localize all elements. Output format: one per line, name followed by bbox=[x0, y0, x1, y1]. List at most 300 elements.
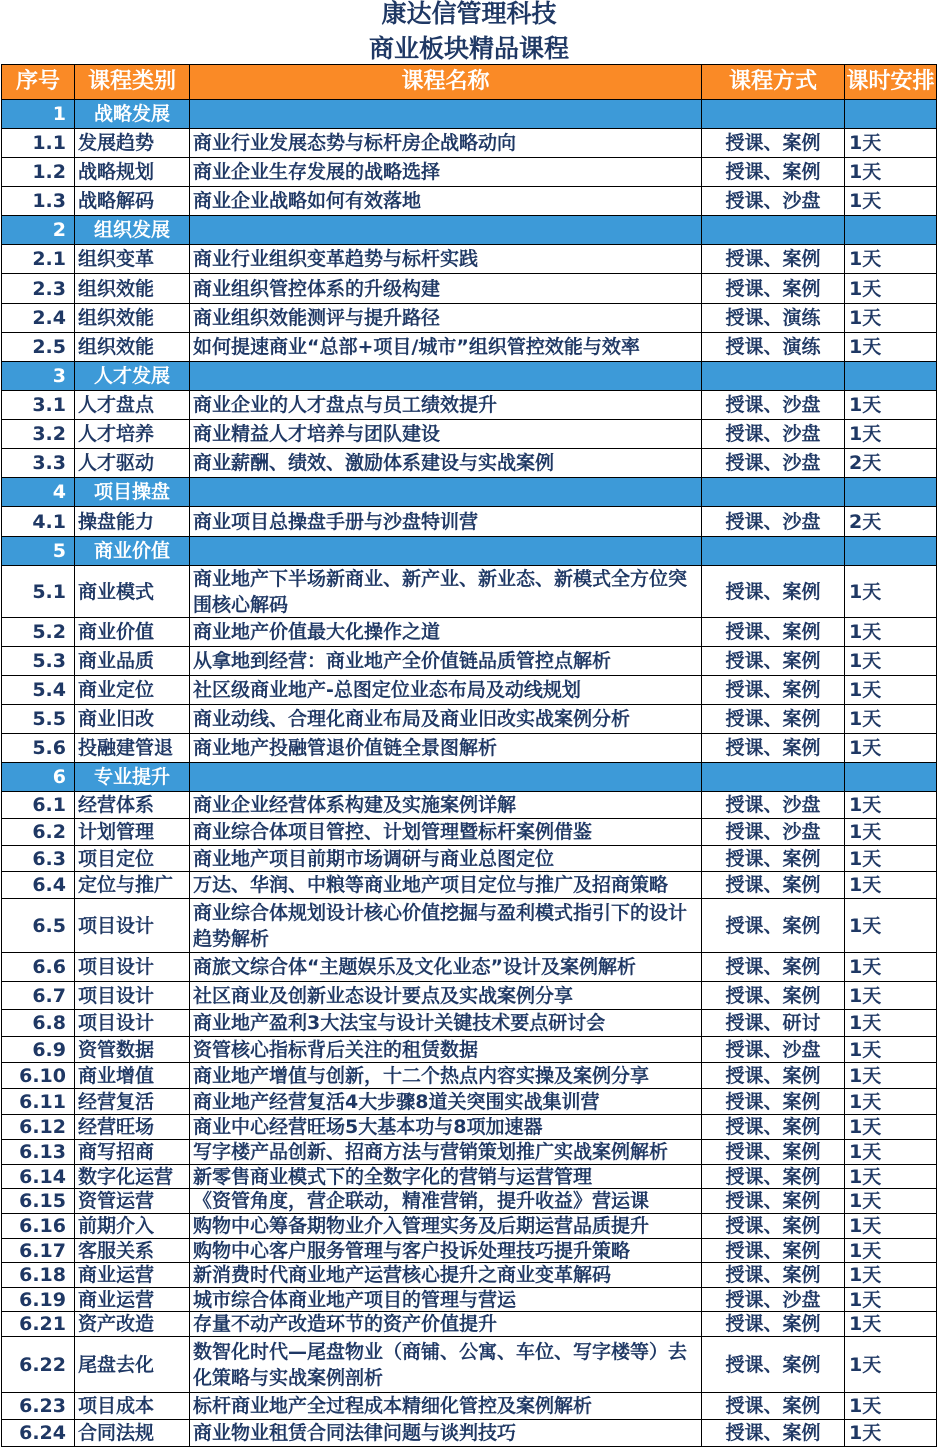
course-category-cell bbox=[75, 1288, 190, 1312]
course-name: 新零售商业模式下的全数字化的营销与运营管理 bbox=[193, 1165, 593, 1188]
course-category: 资产改造 bbox=[78, 1313, 155, 1335]
course-category-cell bbox=[75, 129, 190, 158]
course-duration: 1天 bbox=[849, 737, 882, 759]
course-method: 授课、沙盘 bbox=[725, 1288, 821, 1311]
course-method-cell bbox=[702, 872, 845, 899]
course-duration: 1天 bbox=[849, 1395, 882, 1417]
section-blank-cell bbox=[190, 478, 702, 507]
course-method: 授课、案例 bbox=[725, 1090, 821, 1113]
course-name-cell bbox=[190, 449, 702, 478]
course-number: 6.19 bbox=[19, 1288, 66, 1311]
course-duration: 2天 bbox=[849, 452, 882, 474]
course-category: 操盘能力 bbox=[78, 510, 155, 533]
course-method-cell bbox=[702, 187, 845, 216]
course-duration: 1天 bbox=[849, 1313, 882, 1335]
course-duration-cell bbox=[845, 1037, 937, 1063]
course-duration-cell bbox=[845, 1312, 937, 1337]
section-title-cell bbox=[75, 216, 190, 245]
course-name-cell bbox=[190, 676, 702, 705]
course-method: 授课、案例 bbox=[725, 1353, 821, 1376]
course-category-cell bbox=[75, 1189, 190, 1214]
course-category-cell bbox=[75, 158, 190, 187]
course-name: 如何提速商业“总部+项目/城市”组织管控效能与效率 bbox=[193, 336, 640, 358]
section-blank-cell bbox=[190, 763, 702, 792]
course-row bbox=[2, 819, 937, 846]
course-number: 6.7 bbox=[32, 984, 66, 1007]
course-name: 购物中心客户服务管理与客户投诉处理技巧提升策略 bbox=[193, 1239, 631, 1262]
course-name-cell bbox=[190, 420, 702, 449]
section-number-cell bbox=[2, 216, 75, 245]
course-category-cell bbox=[75, 819, 190, 846]
course-category-cell bbox=[75, 1214, 190, 1239]
course-duration-cell bbox=[845, 1189, 937, 1214]
course-number: 6.10 bbox=[19, 1064, 66, 1087]
course-name: 存量不动产改造环节的资产价值提升 bbox=[193, 1313, 498, 1335]
course-number: 5.4 bbox=[32, 679, 66, 701]
course-duration: 1天 bbox=[849, 1141, 882, 1163]
course-category-cell bbox=[75, 872, 190, 899]
course-duration: 1天 bbox=[849, 307, 882, 329]
section-title: 人才发展 bbox=[93, 365, 170, 387]
section-title-cell bbox=[75, 478, 190, 507]
course-duration: 1天 bbox=[849, 1116, 882, 1138]
course-duration: 1天 bbox=[849, 132, 882, 154]
course-duration: 1天 bbox=[849, 1165, 882, 1188]
course-row bbox=[2, 274, 937, 304]
course-category-cell bbox=[75, 1140, 190, 1165]
course-category: 组织效能 bbox=[78, 336, 155, 358]
course-number-cell bbox=[2, 676, 75, 705]
course-name-cell bbox=[190, 1288, 702, 1312]
section-row bbox=[2, 537, 937, 566]
course-name: 商业地产投融管退价值链全景图解析 bbox=[193, 737, 498, 759]
course-category-cell bbox=[75, 1337, 190, 1393]
course-category-cell bbox=[75, 449, 190, 478]
course-duration: 1天 bbox=[849, 821, 882, 843]
header-category: 课程类别 bbox=[87, 69, 176, 94]
course-category: 商业品质 bbox=[78, 650, 155, 672]
course-duration-cell bbox=[845, 676, 937, 705]
course-method-cell bbox=[702, 1037, 845, 1063]
course-name-cell bbox=[190, 618, 702, 647]
course-number-cell bbox=[2, 187, 75, 216]
course-number: 6.3 bbox=[32, 847, 66, 870]
course-name-cell bbox=[190, 274, 702, 304]
course-name-cell bbox=[190, 129, 702, 158]
course-name: 商业企业战略如何有效落地 bbox=[193, 190, 422, 212]
course-number-cell bbox=[2, 158, 75, 187]
course-duration: 1天 bbox=[849, 1288, 882, 1311]
section-blank-cell bbox=[845, 362, 937, 391]
course-row bbox=[2, 1312, 937, 1337]
course-row bbox=[2, 872, 937, 899]
header-name: 课程名称 bbox=[401, 69, 490, 94]
course-duration: 1天 bbox=[849, 984, 882, 1007]
section-blank-cell bbox=[845, 100, 937, 129]
course-category-cell bbox=[75, 899, 190, 953]
course-duration: 1天 bbox=[849, 248, 882, 270]
course-method-cell bbox=[702, 1089, 845, 1115]
course-category: 项目设计 bbox=[78, 1012, 155, 1034]
course-name: 城市综合体商业地产项目的管理与营运 bbox=[193, 1288, 517, 1311]
course-duration-cell bbox=[845, 899, 937, 953]
course-category: 前期介入 bbox=[78, 1215, 155, 1237]
course-duration-cell bbox=[845, 819, 937, 846]
course-name-cell bbox=[190, 1010, 702, 1037]
section-number: 2 bbox=[52, 219, 66, 241]
course-number-cell bbox=[2, 274, 75, 304]
course-number: 2.3 bbox=[32, 277, 66, 300]
header-row bbox=[2, 65, 937, 100]
course-duration: 1天 bbox=[849, 1038, 882, 1061]
course-duration-cell bbox=[845, 872, 937, 899]
course-name-cell bbox=[190, 1089, 702, 1115]
course-category-cell bbox=[75, 1089, 190, 1115]
course-category: 项目设计 bbox=[78, 984, 155, 1007]
course-number: 6.22 bbox=[19, 1353, 66, 1376]
course-duration: 1天 bbox=[849, 874, 882, 896]
course-method: 授课、案例 bbox=[725, 956, 821, 978]
course-category: 客服关系 bbox=[78, 1239, 155, 1262]
course-name-cell bbox=[190, 1393, 702, 1420]
course-duration-cell bbox=[845, 566, 937, 618]
course-category-cell bbox=[75, 420, 190, 449]
course-name: 商业地产盈利3大法宝与设计关键技术要点研讨会 bbox=[193, 1012, 606, 1034]
course-method: 授课、案例 bbox=[725, 580, 821, 603]
course-number: 6.2 bbox=[32, 821, 66, 843]
course-method: 授课、沙盘 bbox=[725, 821, 821, 843]
course-duration: 1天 bbox=[849, 794, 882, 816]
course-duration: 1天 bbox=[849, 394, 882, 416]
course-method-cell bbox=[702, 449, 845, 478]
course-name: 商业地产下半场新商业、新产业、新业态、新模式全方位突围核心解码 bbox=[193, 567, 688, 616]
course-category: 人才盘点 bbox=[78, 394, 155, 416]
course-row bbox=[2, 187, 937, 216]
course-category: 发展趋势 bbox=[78, 132, 155, 154]
course-name: 商业地产增值与创新，十二个热点内容实操及案例分享 bbox=[193, 1064, 650, 1087]
course-number-cell bbox=[2, 846, 75, 872]
header-duration-cell bbox=[845, 65, 937, 100]
course-duration-cell bbox=[845, 333, 937, 362]
course-method-cell bbox=[702, 391, 845, 420]
course-category-cell bbox=[75, 734, 190, 763]
course-row bbox=[2, 245, 937, 274]
course-method: 授课、沙盘 bbox=[725, 394, 821, 416]
course-number: 4.1 bbox=[32, 510, 66, 533]
course-name-cell bbox=[190, 1337, 702, 1393]
document-subtitle: 商业板块精品课程 bbox=[368, 34, 569, 63]
course-duration-cell bbox=[845, 647, 937, 676]
course-number: 2.5 bbox=[32, 336, 66, 358]
course-category: 资管运营 bbox=[78, 1190, 155, 1212]
course-number-cell bbox=[2, 1037, 75, 1063]
course-category: 战略解码 bbox=[78, 190, 155, 212]
course-duration: 1天 bbox=[849, 277, 882, 300]
course-method: 授课、案例 bbox=[725, 1264, 821, 1286]
course-method: 授课、沙盘 bbox=[725, 794, 821, 816]
course-name: 从拿地到经营：商业地产全价值链品质管控点解析 bbox=[193, 650, 612, 672]
section-blank-cell bbox=[702, 478, 845, 507]
course-name-cell bbox=[190, 1263, 702, 1288]
course-method: 授课、案例 bbox=[725, 1165, 821, 1188]
course-category-cell bbox=[75, 1115, 190, 1140]
course-number: 6.14 bbox=[19, 1165, 66, 1188]
course-category-cell bbox=[75, 1063, 190, 1089]
course-duration: 1天 bbox=[849, 336, 882, 358]
course-number-cell bbox=[2, 449, 75, 478]
course-name: 商业行业发展态势与标杆房企战略动向 bbox=[193, 132, 517, 154]
course-number-cell bbox=[2, 982, 75, 1010]
course-category: 商业增值 bbox=[78, 1064, 155, 1087]
course-number: 6.11 bbox=[19, 1090, 66, 1113]
course-row bbox=[2, 1063, 937, 1089]
course-method: 授课、案例 bbox=[725, 847, 821, 870]
course-method-cell bbox=[702, 1140, 845, 1165]
course-row bbox=[2, 449, 937, 478]
course-method-cell bbox=[702, 420, 845, 449]
course-method-cell bbox=[702, 1165, 845, 1189]
course-row bbox=[2, 1263, 937, 1288]
header-number-cell bbox=[2, 65, 75, 100]
course-method: 授课、案例 bbox=[725, 1116, 821, 1138]
course-category: 尾盘去化 bbox=[78, 1353, 155, 1376]
course-category-cell bbox=[75, 1010, 190, 1037]
course-method: 授课、案例 bbox=[725, 737, 821, 759]
course-name: 《资管角度，营企联动，精准营销，提升收益》营运课 bbox=[193, 1190, 650, 1212]
course-method: 授课、案例 bbox=[725, 1395, 821, 1417]
course-method: 授课、案例 bbox=[725, 1190, 821, 1212]
course-duration-cell bbox=[845, 1214, 937, 1239]
course-category-cell bbox=[75, 391, 190, 420]
course-method-cell bbox=[702, 1288, 845, 1312]
course-number-cell bbox=[2, 1140, 75, 1165]
course-category: 定位与推广 bbox=[78, 874, 174, 896]
course-name: 商业企业生存发展的战略选择 bbox=[193, 161, 441, 183]
section-blank-cell bbox=[702, 216, 845, 245]
course-row bbox=[2, 1165, 937, 1189]
course-row bbox=[2, 676, 937, 705]
section-title-cell bbox=[75, 763, 190, 792]
course-method: 授课、案例 bbox=[725, 1313, 821, 1335]
course-row bbox=[2, 1115, 937, 1140]
course-number-cell bbox=[2, 1337, 75, 1393]
course-number-cell bbox=[2, 1115, 75, 1140]
course-category: 商业模式 bbox=[78, 580, 155, 603]
course-method-cell bbox=[702, 1115, 845, 1140]
course-name-cell bbox=[190, 647, 702, 676]
course-duration-cell bbox=[845, 734, 937, 763]
course-number: 5.6 bbox=[32, 737, 66, 759]
course-name-cell bbox=[190, 705, 702, 734]
course-duration: 1天 bbox=[849, 1353, 882, 1376]
course-category-cell bbox=[75, 304, 190, 333]
course-row bbox=[2, 618, 937, 647]
course-category: 人才培养 bbox=[78, 423, 155, 445]
course-method-cell bbox=[702, 734, 845, 763]
course-name-cell bbox=[190, 304, 702, 333]
course-category-cell bbox=[75, 618, 190, 647]
section-number-cell bbox=[2, 100, 75, 129]
course-method-cell bbox=[702, 953, 845, 982]
course-category: 合同法规 bbox=[78, 1422, 155, 1444]
course-number: 6.23 bbox=[19, 1395, 66, 1417]
course-method-cell bbox=[702, 333, 845, 362]
course-duration-cell bbox=[845, 1063, 937, 1089]
course-method-cell bbox=[702, 1393, 845, 1420]
course-number: 6.6 bbox=[32, 956, 66, 978]
course-number: 6.21 bbox=[19, 1313, 66, 1335]
course-category-cell bbox=[75, 1420, 190, 1447]
course-method: 授课、案例 bbox=[725, 1215, 821, 1237]
course-number-cell bbox=[2, 618, 75, 647]
course-name: 商业物业租赁合同法律问题与谈判技巧 bbox=[193, 1422, 517, 1444]
course-number-cell bbox=[2, 245, 75, 274]
course-category-cell bbox=[75, 953, 190, 982]
course-duration: 1天 bbox=[849, 423, 882, 445]
course-row bbox=[2, 899, 937, 953]
course-number-cell bbox=[2, 819, 75, 846]
course-name: 商业组织效能测评与提升路径 bbox=[193, 307, 441, 329]
course-name-cell bbox=[190, 1189, 702, 1214]
course-method-cell bbox=[702, 846, 845, 872]
course-duration: 1天 bbox=[849, 1012, 882, 1034]
course-method: 授课、沙盘 bbox=[725, 423, 821, 445]
header-category-cell bbox=[75, 65, 190, 100]
section-blank-cell bbox=[190, 362, 702, 391]
course-number-cell bbox=[2, 129, 75, 158]
course-name: 社区商业及创新业态设计要点及实战案例分享 bbox=[193, 984, 574, 1007]
course-name: 社区级商业地产-总图定位业态布局及动线规划 bbox=[193, 679, 581, 701]
section-blank-cell bbox=[702, 763, 845, 792]
course-number-cell bbox=[2, 792, 75, 819]
course-row bbox=[2, 982, 937, 1010]
course-number-cell bbox=[2, 391, 75, 420]
course-method-cell bbox=[702, 676, 845, 705]
course-method: 授课、演练 bbox=[725, 307, 821, 329]
course-category: 战略规划 bbox=[78, 161, 155, 183]
course-name: 商业中心经营旺场5大基本功与8项加速器 bbox=[193, 1116, 543, 1138]
section-blank-cell bbox=[845, 537, 937, 566]
course-duration-cell bbox=[845, 1337, 937, 1393]
course-category-cell bbox=[75, 705, 190, 734]
section-number: 4 bbox=[52, 481, 66, 503]
course-category: 数字化运营 bbox=[78, 1165, 174, 1188]
course-method-cell bbox=[702, 705, 845, 734]
course-category: 项目设计 bbox=[78, 956, 155, 978]
course-duration: 1天 bbox=[849, 161, 882, 183]
course-name: 新消费时代商业地产运营核心提升之商业变革解码 bbox=[193, 1264, 612, 1286]
section-number-cell bbox=[2, 478, 75, 507]
course-duration: 1天 bbox=[849, 621, 882, 643]
course-name-cell bbox=[190, 245, 702, 274]
course-number: 5.2 bbox=[32, 621, 66, 643]
course-name-cell bbox=[190, 846, 702, 872]
course-duration-cell bbox=[845, 1263, 937, 1288]
section-blank-cell bbox=[845, 216, 937, 245]
course-number: 3.1 bbox=[32, 394, 66, 416]
course-duration-cell bbox=[845, 1115, 937, 1140]
course-method: 授课、案例 bbox=[725, 277, 821, 300]
course-name-cell bbox=[190, 734, 702, 763]
course-category-cell bbox=[75, 676, 190, 705]
course-category: 经营复活 bbox=[78, 1090, 155, 1113]
course-name: 写字楼产品创新、招商方法与营销策划推广实战案例解析 bbox=[193, 1141, 669, 1163]
course-number-cell bbox=[2, 734, 75, 763]
course-duration-cell bbox=[845, 618, 937, 647]
course-number: 6.13 bbox=[19, 1141, 66, 1163]
section-number-cell bbox=[2, 362, 75, 391]
course-duration: 1天 bbox=[849, 1239, 882, 1262]
course-row bbox=[2, 304, 937, 333]
course-name: 商旅文综合体“主题娱乐及文化业态”设计及案例解析 bbox=[193, 956, 636, 978]
course-duration-cell bbox=[845, 304, 937, 333]
section-blank-cell bbox=[702, 100, 845, 129]
course-duration: 1天 bbox=[849, 1064, 882, 1087]
course-row bbox=[2, 420, 937, 449]
course-duration-cell bbox=[845, 1140, 937, 1165]
course-category: 商业定位 bbox=[78, 679, 155, 701]
course-number-cell bbox=[2, 507, 75, 537]
course-category: 商业运营 bbox=[78, 1264, 155, 1286]
course-category: 资管数据 bbox=[78, 1038, 155, 1061]
course-number-cell bbox=[2, 1165, 75, 1189]
course-method-cell bbox=[702, 1214, 845, 1239]
course-number: 6.12 bbox=[19, 1116, 66, 1138]
course-number: 6.24 bbox=[19, 1422, 66, 1444]
header-method-cell bbox=[702, 65, 845, 100]
course-name: 商业组织管控体系的升级构建 bbox=[193, 277, 441, 300]
course-duration-cell bbox=[845, 449, 937, 478]
course-duration-cell bbox=[845, 391, 937, 420]
course-method-cell bbox=[702, 647, 845, 676]
course-method-cell bbox=[702, 819, 845, 846]
course-method: 授课、案例 bbox=[725, 708, 821, 730]
course-duration: 1天 bbox=[849, 190, 882, 212]
course-number-cell bbox=[2, 566, 75, 618]
course-category: 组织变革 bbox=[78, 248, 155, 270]
course-name-cell bbox=[190, 158, 702, 187]
course-number-cell bbox=[2, 1089, 75, 1115]
course-number: 6.15 bbox=[19, 1190, 66, 1212]
course-number: 3.3 bbox=[32, 452, 66, 474]
course-category: 投融建管退 bbox=[78, 737, 174, 759]
section-row bbox=[2, 763, 937, 792]
course-name: 购物中心筹备期物业介入管理实务及后期运营品质提升 bbox=[193, 1215, 650, 1237]
course-number-cell bbox=[2, 1263, 75, 1288]
course-number: 6.9 bbox=[32, 1038, 66, 1061]
course-number: 6.17 bbox=[19, 1239, 66, 1262]
course-category-cell bbox=[75, 1263, 190, 1288]
section-number: 1 bbox=[52, 103, 66, 125]
course-number-cell bbox=[2, 1063, 75, 1089]
course-method-cell bbox=[702, 1239, 845, 1263]
course-category-cell bbox=[75, 507, 190, 537]
section-number: 6 bbox=[52, 766, 66, 788]
course-name-cell bbox=[190, 507, 702, 537]
course-duration: 1天 bbox=[849, 847, 882, 870]
course-row bbox=[2, 1420, 937, 1447]
section-blank-cell bbox=[702, 362, 845, 391]
course-duration-cell bbox=[845, 982, 937, 1010]
section-blank-cell bbox=[845, 763, 937, 792]
course-name: 商业薪酬、绩效、激励体系建设与实战案例 bbox=[193, 452, 555, 474]
course-row bbox=[2, 705, 937, 734]
course-method-cell bbox=[702, 304, 845, 333]
course-row bbox=[2, 1140, 937, 1165]
course-method-cell bbox=[702, 1337, 845, 1393]
course-method-cell bbox=[702, 274, 845, 304]
course-name-cell bbox=[190, 792, 702, 819]
